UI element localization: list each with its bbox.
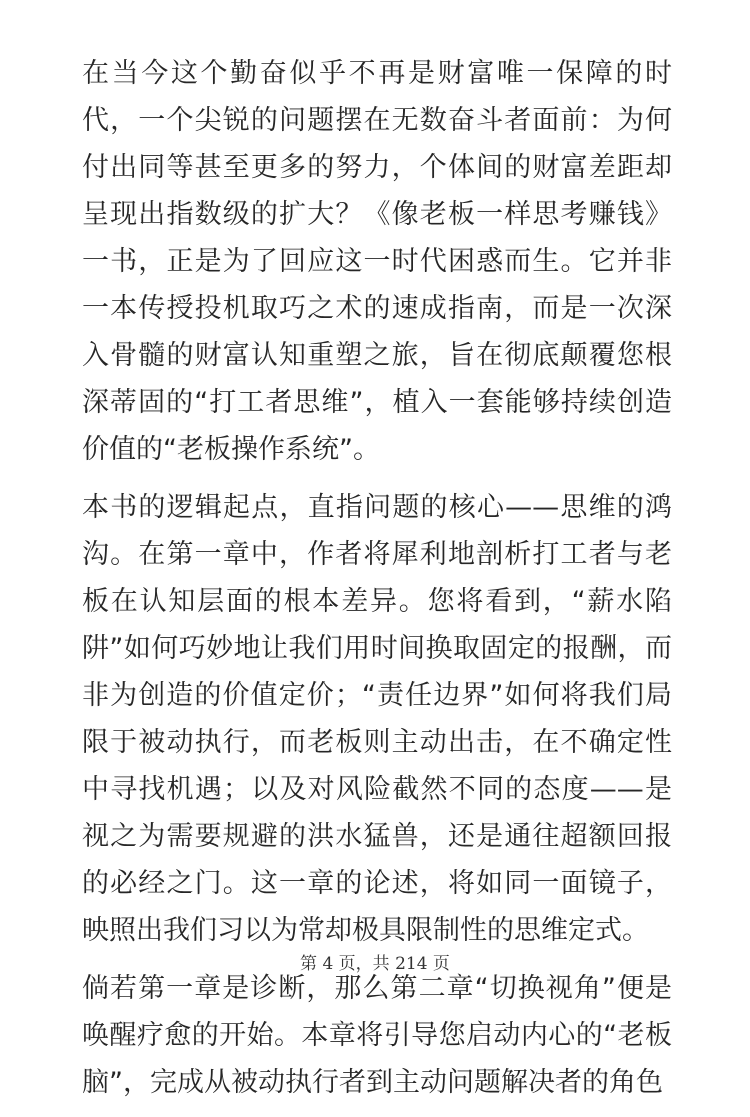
page-number-footer: 第 4 页，共 214 页 bbox=[300, 954, 450, 974]
paragraph-3: 倘若第一章是诊断，那么第二章“切换视角”便是唤醒疗愈的开始。本章将引导您启动内心的“老板脑”，完成从被动执行者到主动问题解决者的角色 bbox=[82, 973, 672, 1098]
paragraph-1: 在当今这个勤奋似乎不再是财富唯一保障的时代，一个尖锐的问题摆在无数奋斗者面前：为何付出同等甚至更多的努力，个体间的财富差距却呈现出指数级的扩大？《像老板一样思考赚钱》一书，正是为了回应这一时代困惑而生。它并非一本传授投机取巧之术的速成指南，而是一次深入骨髓的财富认知重塑之旅，旨在彻底颠覆您根深蒂固的“打工者思维”，植入一套能够持续创造价值的“老板操作系统”。 bbox=[82, 58, 672, 465]
paragraph-2: 本书的逻辑起点，直指问题的核心——思维的鸿沟。在第一章中，作者将犀利地剖析打工者与老板在认知层面的根本差异。您将看到，“薪水陷阱”如何巧妙地让我们用时间换取固定的报酬，而非为创造的价值定价；“责任边界”如何将我们局限于被动执行，而老板则主动出击，在不确定性中寻找机遇；以及对风险截然不同的态度——是视之为需要规避的洪水猛兽，还是通往超额回报的必经之门。这一章的论述，将如同一面镜子，映照出我们习以为常却极具限制性的思维定式。 bbox=[82, 492, 672, 946]
